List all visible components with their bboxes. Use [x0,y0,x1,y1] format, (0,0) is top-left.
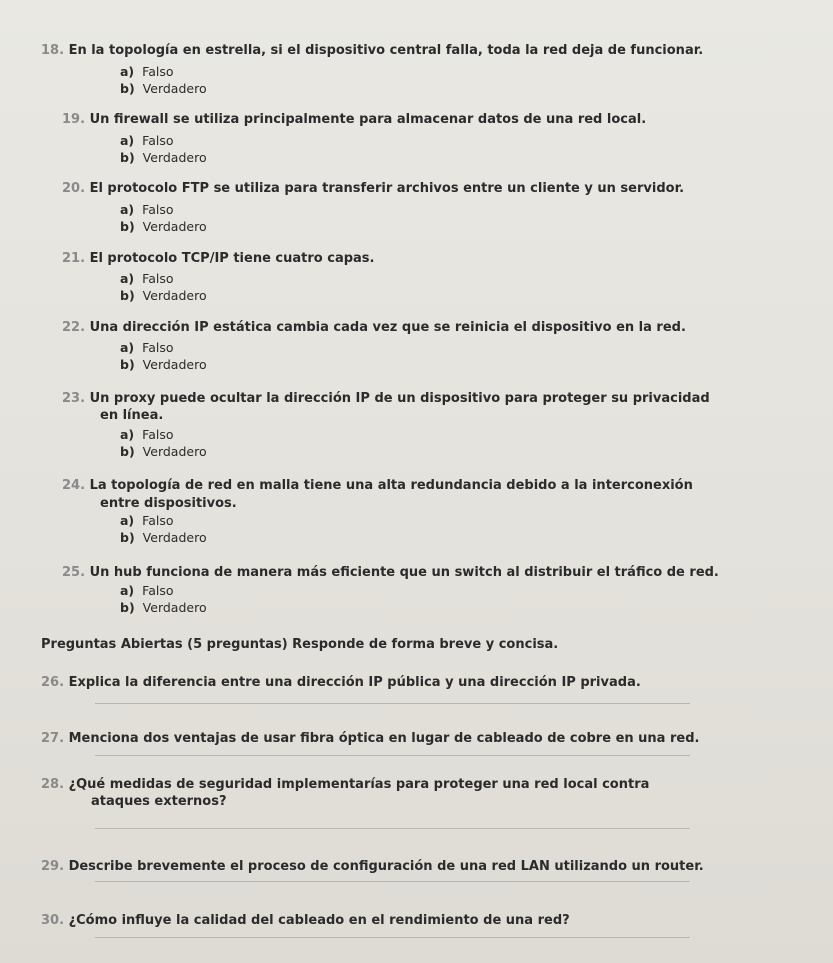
question-24: 24. La topología de red en malla tiene una alta redundancia debido a la interconexión [62,478,693,493]
open-question-29: 29. Describe brevemente el proceso de configuración de una red LAN utilizando un router. [41,859,704,874]
option-24b[interactable]: b) Verdadero [120,530,207,545]
option-25b[interactable]: b) Verdadero [120,600,207,615]
option-20b[interactable]: b) Verdadero [120,219,207,234]
open-question-26: 26. Explica la diferencia entre una dirección IP pública y una dirección IP privada. [41,675,641,690]
option-18b[interactable]: b) Verdadero [120,81,207,96]
option-19a[interactable]: a) Falso [120,133,174,148]
option-19b[interactable]: b) Verdadero [120,150,207,165]
answer-line-29[interactable] [95,881,690,882]
option-23a[interactable]: a) Falso [120,427,174,442]
option-24a[interactable]: a) Falso [120,513,174,528]
option-20a[interactable]: a) Falso [120,202,174,217]
question-20: 20. El protocolo FTP se utiliza para transferir archivos entre un cliente y un servidor. [62,181,685,196]
answer-line-28[interactable] [95,828,690,829]
option-23b[interactable]: b) Verdadero [120,444,207,459]
question-22: 22. Una dirección IP estática cambia cada vez que se reinicia el dispositivo en la red. [62,320,686,335]
question-25: 25. Un hub funciona de manera más eficiente que un switch al distribuir el tráfico de red. [62,565,719,580]
question-23: 23. Un proxy puede ocultar la dirección IP de un dispositivo para proteger su privacidad [62,391,710,406]
open-question-27: 27. Menciona dos ventajas de usar fibra óptica en lugar de cableado de cobre en una red. [41,731,700,746]
option-22b[interactable]: b) Verdadero [120,357,207,372]
option-21b[interactable]: b) Verdadero [120,288,207,303]
open-question-28-cont: ataques externos? [91,794,227,809]
open-section-title: Preguntas Abiertas (5 preguntas) Responde de forma breve y concisa. [41,637,559,652]
option-25a[interactable]: a) Falso [120,583,174,598]
question-19: 19. Un firewall se utiliza principalmente para almacenar datos de una red local. [62,112,647,127]
option-21a[interactable]: a) Falso [120,271,174,286]
question-23-cont: en línea. [100,408,164,423]
question-18: 18. En la topología en estrella, si el dispositivo central falla, toda la red deja de funcionar. [41,43,704,58]
option-18a[interactable]: a) Falso [120,64,174,79]
open-question-30: 30. ¿Cómo influye la calidad del cableado en el rendimiento de una red? [41,913,570,928]
open-question-28: 28. ¿Qué medidas de seguridad implementarías para proteger una red local contra [41,777,650,792]
question-21: 21. El protocolo TCP/IP tiene cuatro capas. [62,251,375,266]
answer-line-26[interactable] [95,703,690,704]
answer-line-27[interactable] [95,755,690,756]
answer-line-30[interactable] [95,937,690,938]
option-22a[interactable]: a) Falso [120,340,174,355]
question-24-cont: entre dispositivos. [100,496,237,511]
